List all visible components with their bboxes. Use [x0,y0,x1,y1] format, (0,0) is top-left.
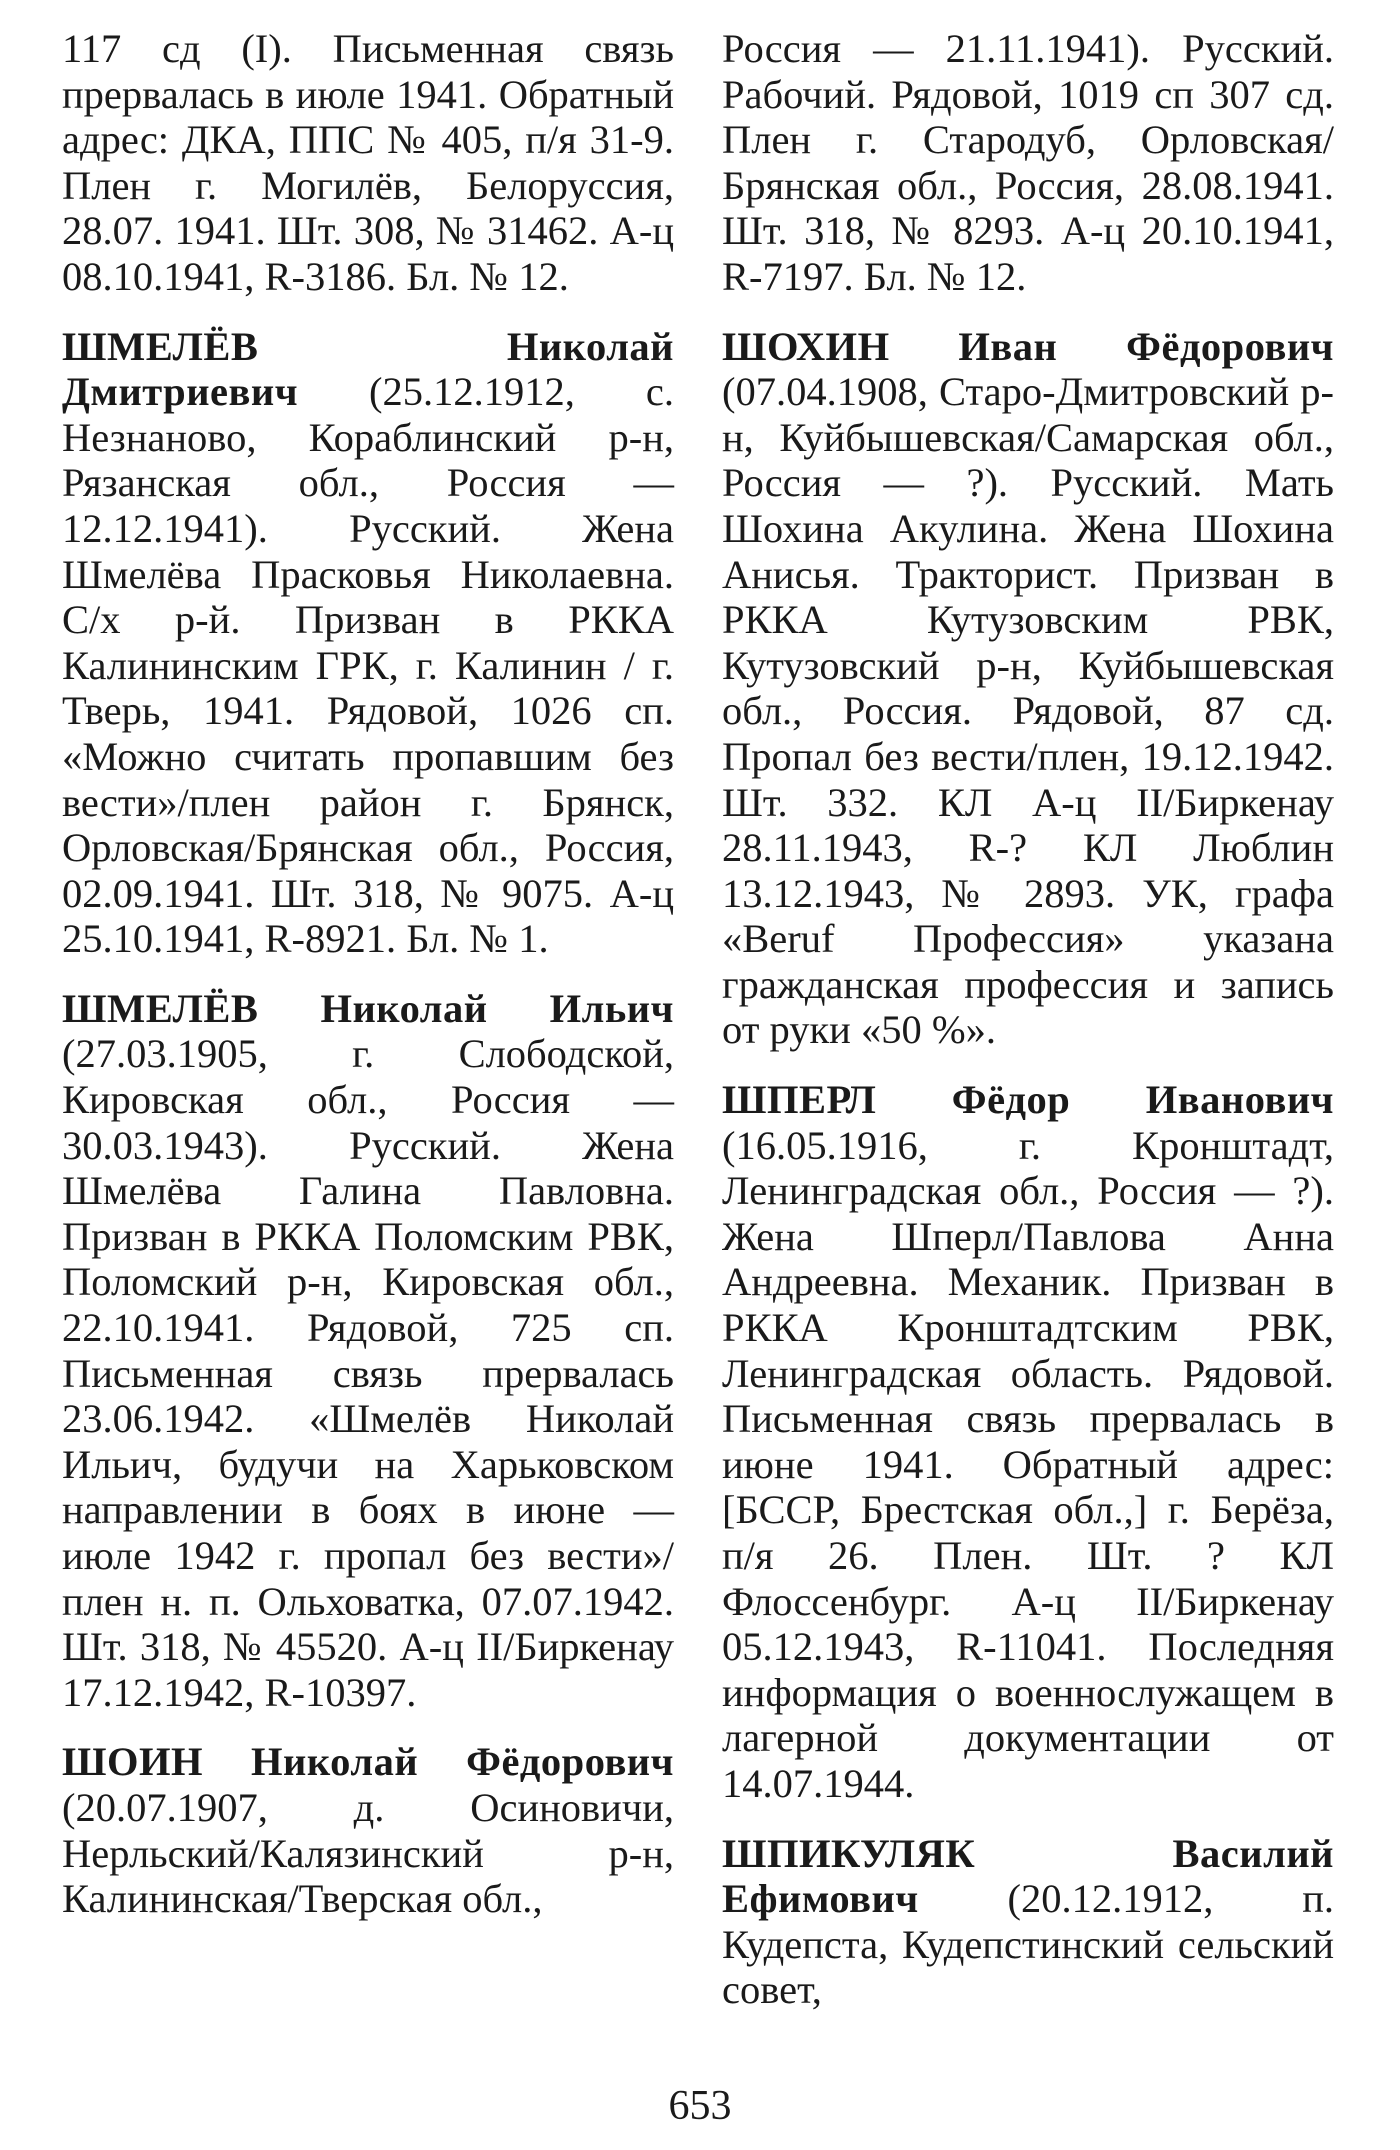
page-number: 653 [668,2083,732,2129]
entry-shmelev-nikolai-ilich [62,986,674,1716]
entry-text: (16.05.1916, г. Кронштадт, Ленинградская обл., Россия — ?). Жена Шперл/Павлова Анна Андреевна. Механик. Призван в РККА Кронштадтским РВК, Ленинградская область. Рядовой. Письменная связь прервалась в июне 1941. Обратный адрес: [БССР, Брестская обл.,] г. Берёза, п/я 26. Плен. Шт. ? КЛ Флоссенбург. А-ц II/Биркенау 05.12.1943, R-11041. Последняя информация о военнослужащем в лагерной документации от 14.07.1944. [722,1122,1334,1806]
entry-name: ШОХИН Иван Фёдорович [722,323,1334,369]
entry-text: (20.12.1912, п. Кудепста, Кудепстинский сельский совет, [722,1876,1334,2013]
continuation-text: Россия — 21.11.1941). Русский. Рабочий. Рядовой, 1019 сп 307 сд. Плен г. Стародуб, Орловская/Брянская обл., Россия, 28.08.1941. Шт. 318, № 8293. А-ц 20.10.1941, R-7197. Бл. № 12. [722,26,1334,299]
entry-text: (27.03.1905, г. Слободской, Кировская обл., Россия — 30.03.1943). Русский. Жена Шмелёва Галина Павловна. Призван в РККА Поломским РВК, Поломский р-н, Кировская обл., 22.10.1941. Рядовой, 725 сп. Письменная связь прервалась 23.06.1942. «Шмелёв Николай Ильич, будучи на Харьковском направлении в боях в июне — июле 1942 г. пропал без вести»/плен н. п. Ольховатка, 07.07.1942. Шт. 318, № 45520. А-ц II/Биркенау 17.12.1942, R-10397. [62,1031,674,1715]
entry-name: ШПИКУЛЯК Василий Ефимович [722,1830,1334,1922]
entry-shokhin-ivan-fedorovich [722,324,1334,1054]
entry-text: (25.12.1912, с. Незнаново, Кораблинский р-н, Рязанская обл., Россия — 12.12.1941). Русский. Жена Шмелёва Прасковья Николаевна. С/х р-й. Призван в РККА Калининским ГРК, г. Калинин / г. Тверь, 1941. Рядовой, 1026 сп. «Можно считать пропавшим без вести»/плен район г. Брянск, Орловская/Брянская обл., Россия, 02.09.1941. Шт. 318, № 9075. А-ц 25.10.1941, R-8921. Бл. № 1. [62,369,674,962]
continuation-text: 117 сд (I). Письменная связь прервалась в июле 1941. Обратный адрес: ДКА, ППС № 405, п/я 31-9. Плен г. Могилёв, Белоруссия, 28.07. 1941. Шт. 308, № 31462. А-ц 08.10.1941, R-3186. Бл. № 12. [62,26,674,299]
entry-name: ШПЕРЛ Фёдор Иванович [722,1077,1334,1123]
entry-text: (20.07.1907, д. Осиновичи, Нерльский/Калязинский р-н, Калининская/Тверская обл., [62,1784,674,1922]
entry-name: ШМЕЛЁВ Николай Ильич [62,985,674,1031]
entry-shoin-nikolai-fedorovich [62,1739,674,1921]
entry-shpikulyak-vasilii-efimovich [722,1831,1334,2013]
entry-text: (07.04.1908, Старо-Дмитровский р-н, Куйбышевская/Самарская обл., Россия — ?). Русский. Мать Шохина Акулина. Жена Шохина Анисья. Тракторист. Призван в РККА Кутузовским РВК, Кутузовский р-н, Куйбышевская обл., Россия. Рядовой, 87 сд. Пропал без вести/плен, 19.12.1942. Шт. 332. КЛ А-ц II/Биркенау 28.11.1943, R-? КЛ Люблин 13.12.1943, № 2893. УК, графа «Beruf Профессия» указана гражданская профессия и запись от руки «50 %». [722,369,1334,1053]
left-column [62,26,674,1946]
entry-name: ШМЕЛЁВ Николай Дмитриевич [62,323,674,415]
right-column [722,26,1334,2037]
entry-shmelev-nikolai-dmitrievich [62,324,674,962]
entry-name: ШОИН Николай Фёдорович [62,1739,674,1785]
entry-shperl-fedor-ivanovich [722,1077,1334,1807]
